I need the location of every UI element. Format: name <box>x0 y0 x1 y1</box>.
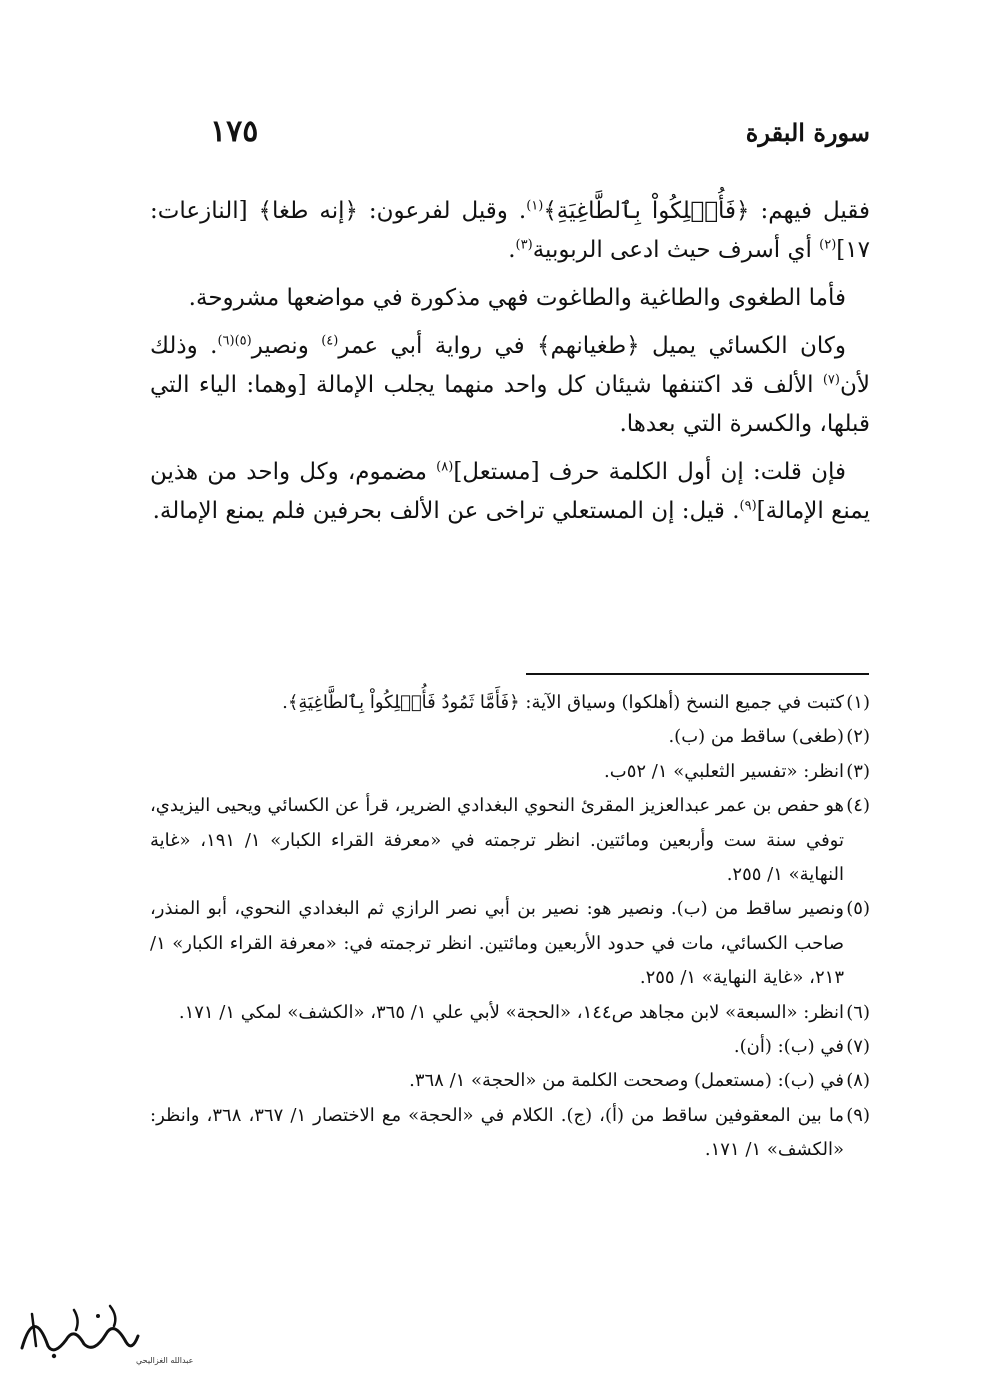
paragraph-4 <box>150 453 870 531</box>
footnotes <box>150 686 870 1168</box>
footnote-text: انظر: «السبعة» لابن مجاهد ص١٤٤، «الحجة» لأبي علي ١/ ٣٦٥، «الكشف» لمكي ١/ ١٧١. <box>178 1001 844 1023</box>
footnote-ref: (٢) <box>819 237 837 253</box>
footnote-item <box>150 996 870 1030</box>
footnote-ref: (٣) <box>515 237 533 253</box>
footnote-number: (١) <box>846 692 870 713</box>
paragraph-1 <box>150 192 870 270</box>
footnote-ref: (٤) <box>321 333 339 349</box>
paragraph-3 <box>150 327 870 444</box>
logo-subtext: عبدالله الغزاليحي <box>136 1356 194 1365</box>
footnote-divider <box>526 673 869 675</box>
footnote-text: ما بين المعقوفين ساقط من (أ)، (ج). الكلام في «الحجة» مع الاختصار ١/ ٣٦٧، ٣٦٨، وانظر: «الكشف» ١/ ١٧١. <box>150 1104 845 1161</box>
footnote-text: (طغى) ساقط من (ب). <box>668 726 844 748</box>
footnote-item <box>150 1064 870 1098</box>
footnote-text: كتبت في جميع النسخ (أهلكوا) وسياق الآية: ﴿فَأَمَّا ثَمُودُ فَأُهۡلِكُواْ بِٱلطَّاغِيَةِ﴾. <box>282 692 844 713</box>
text-run: . <box>508 237 516 263</box>
text-run: . وقيل لفرعون: ﴿إنه طغا﴾ [النازعات: ١٧] <box>150 198 870 263</box>
footnote-text: انظر: «تفسير الثعلبي» ١/ ٥٢ب. <box>604 760 844 782</box>
footnote-item <box>150 1030 870 1064</box>
main-text <box>150 192 870 540</box>
footnote-ref: (٥)(٦) <box>217 333 252 349</box>
text-run: ونصير <box>251 333 322 359</box>
surah-title: سورة البقرة <box>745 118 870 147</box>
page-number: ١٧٥ <box>210 114 259 149</box>
footnote-text: هو حفص بن عمر عبدالعزيز المقرئ النحوي البغدادي الضرير، قرأ عن الكسائي ويحيى اليزيدي، توفي سنة ست وأربعين ومائتين. انظر ترجمته في «معرفة القراء الكبار» ١/ ١٩١، «غاية النهاية» ١/ ٢٥٥. <box>150 795 844 886</box>
footnote-item <box>150 755 870 789</box>
paragraph-2 <box>150 279 870 318</box>
calligraphy-signature-logo-icon <box>14 1296 194 1366</box>
text-run: فإن قلت: إن أول الكلمة حرف [مستعل] <box>453 459 846 485</box>
text-run: فقيل فيهم: ﴿فَأُهۡلِكُواْ بِٱلطَّاغِيَةِ﴾ <box>543 198 870 224</box>
text-run: فأما الطغوى والطاغية والطاغوت فهي مذكورة في مواضعها مشروحة. <box>188 285 846 311</box>
text-run: . وذلك لأن <box>150 333 870 398</box>
footnote-item <box>150 1099 870 1168</box>
footnote-number: (٧) <box>846 1036 870 1058</box>
text-run: مضموم، وكل واحد من هذين يمنع الإمالة] <box>150 459 870 524</box>
footnote-ref: (١) <box>526 198 544 214</box>
footnote-number: (٢) <box>846 726 870 748</box>
text-run: . قيل: إن المستعلي تراخى عن الألف بحرفين فلم يمنع الإمالة. <box>152 498 740 524</box>
footnote-number: (٤) <box>846 795 870 817</box>
text-run: وكان الكسائي يميل ﴿طغيانهم﴾ في رواية أبي عمر <box>338 333 846 359</box>
footnote-number: (٦) <box>846 1001 870 1023</box>
footnote-text: في (ب): (أن). <box>733 1036 844 1058</box>
footnote-number: (٩) <box>846 1104 870 1126</box>
text-run: الألف قد اكتنفها شيئان كل واحد منهما يجلب الإمالة [وهما: الياء التي قبلها، والكسرة التي بعدها. <box>150 372 870 437</box>
footnote-ref: (٩) <box>739 498 757 514</box>
footnote-text: في (ب): (مستعمل) وصححت الكلمة من «الحجة» ١/ ٣٦٨. <box>409 1070 844 1092</box>
footnote-number: (٥) <box>846 898 870 920</box>
footnote-ref: (٨) <box>436 459 454 475</box>
footnote-item <box>150 892 870 995</box>
page-header <box>150 114 870 158</box>
footnote-ref: (٧) <box>822 372 840 388</box>
footnote-item <box>150 789 870 892</box>
footnote-item <box>150 720 870 754</box>
footnote-number: (٨) <box>846 1070 870 1092</box>
text-run: أي أسرف حيث ادعى الربوبية <box>532 237 820 263</box>
footnote-item <box>150 686 870 720</box>
footnote-text: ونصير ساقط من (ب). ونصير هو: نصير بن أبي نصر الرازي ثم البغدادي النحوي، أبو المنذر، صاحب الكسائي، مات في حدود الأربعين ومائتين. انظر ترجمته في: «معرفة القراء الكبار» ١/ ٢١٣، «غاية النهاية» ١/ ٢٥٥. <box>150 898 844 989</box>
footnote-number: (٣) <box>846 760 870 782</box>
